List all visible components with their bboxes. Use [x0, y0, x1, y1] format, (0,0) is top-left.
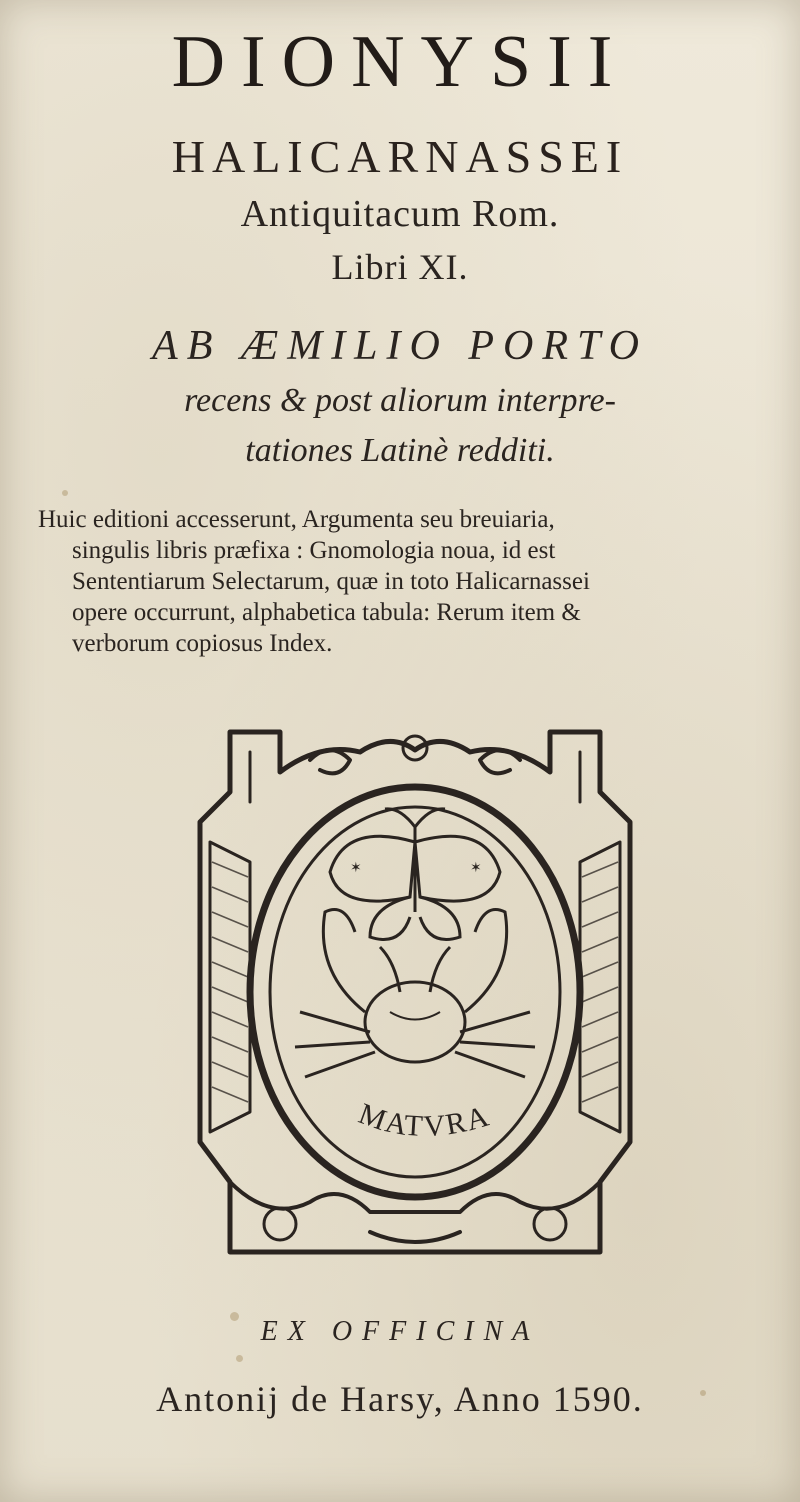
svg-text:✶: ✶ — [350, 860, 362, 876]
description-paragraph — [38, 504, 778, 659]
imprint-line2: Antonij de Harsy, Anno 1590. — [156, 1379, 644, 1419]
motto-text — [354, 1097, 494, 1143]
paper-speck — [236, 1355, 243, 1362]
description-line: opere occurrunt, alphabetica tabula: Rerum item & — [72, 599, 581, 626]
books-count: Libri XI. — [331, 247, 469, 287]
motto-path: MATVRA — [354, 1097, 495, 1144]
author-name-line1: DIONYSII — [171, 21, 629, 103]
description-line: Huic editioni accesserunt, Argumenta seu breuiaria, — [38, 506, 555, 533]
author-name-line2: HALICARNASSEI — [171, 131, 629, 182]
work-title: Antiquitacum Rom. — [240, 193, 560, 235]
svg-text:✶: ✶ — [470, 860, 482, 876]
paper-speck — [700, 1390, 706, 1396]
subtitle-line1: recens & post aliorum interpre- — [184, 382, 616, 419]
imprint-line1: EX OFFICINA — [260, 1316, 540, 1347]
crab-icon — [295, 910, 535, 1078]
paper-speck — [62, 490, 68, 496]
description-line: Sententiarum Selectarum, quæ in toto Halicarnassei — [72, 568, 590, 595]
printer-device-icon — [190, 712, 640, 1292]
subtitle-line2: tationes Latinè redditi. — [245, 432, 555, 469]
description-line: verborum copiosus Index. — [72, 630, 333, 657]
paper-speck — [230, 1312, 239, 1321]
description-line: singulis libris præfixa : Gnomologia noua, id est — [72, 537, 556, 564]
translator-line: AB ÆMILIO PORTO — [152, 323, 648, 369]
butterfly-icon — [330, 809, 500, 940]
